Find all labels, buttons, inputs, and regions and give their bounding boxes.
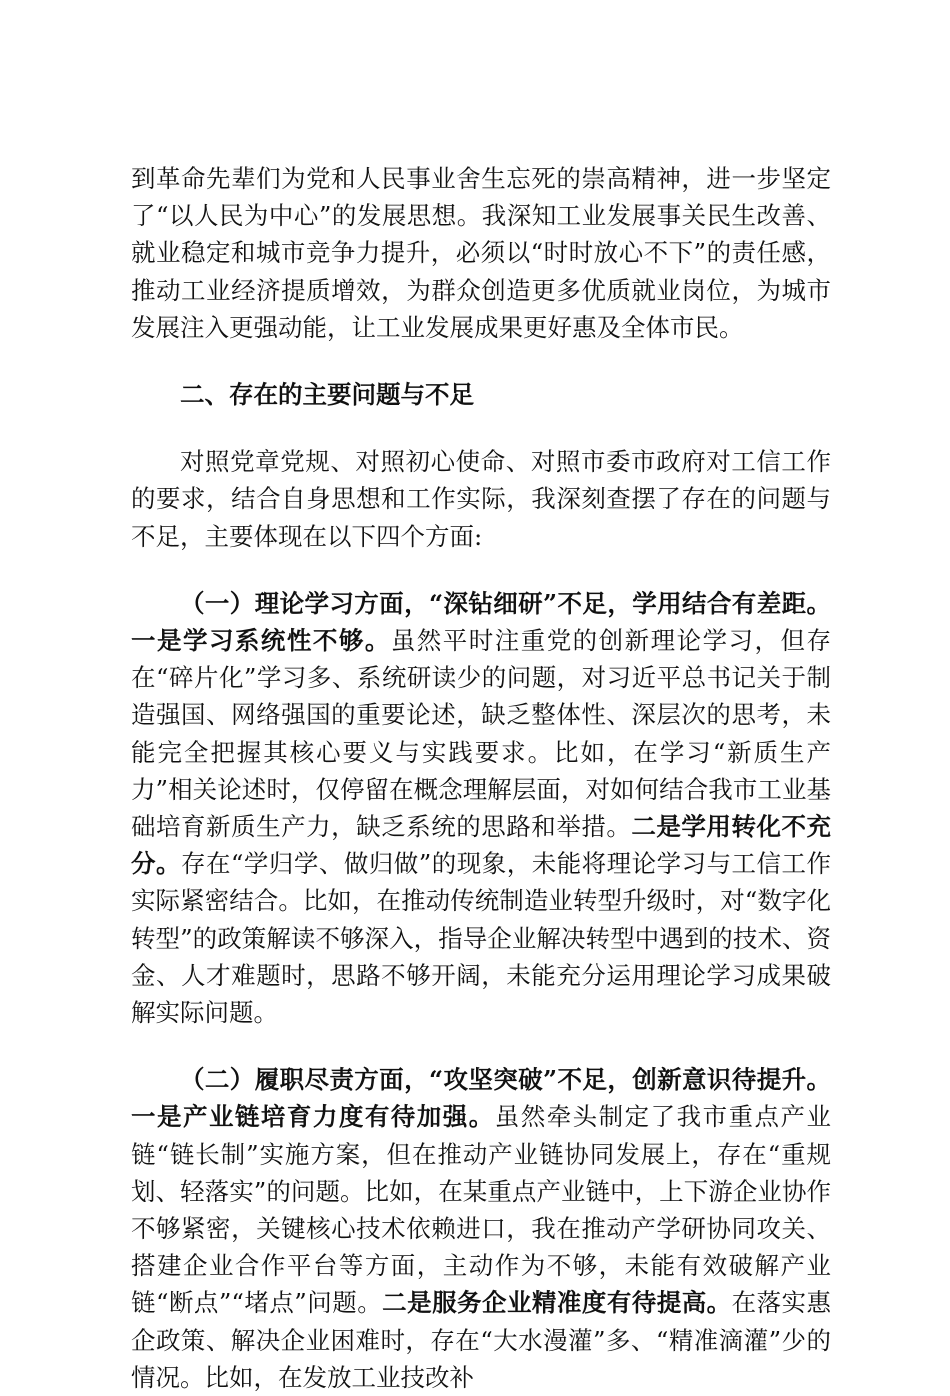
point-text: 虽然平时注重党的创新理论学习，但存在“碎片化”学习多、系统研读少的问题，对习近平总书记关于制造强国、网络强国的重要论述，缺乏整体性、深层次的思考，未能完全把握其核心要义与实践要求。比如，在学习“新质生产力”相关论述时，仅停留在概念理解层面，对如何结合我市工业基础培育新质生产力，缺乏系统的思路和举措。	[131, 626, 832, 842]
subsection-title: （一）理论学习方面，“深钻细研”不足，学用结合有差距。	[180, 588, 831, 618]
point-text: 虽然牵头制定了我市重点产业链“链长制”实施方案，但在推动产业链协同发展上，存在“重规划、轻落实”的问题。比如，在某重点产业链中，上下游企业协作不够紧密，关键核心技术依赖进口，我在推动产学研协同攻关、搭建企业合作平台等方面，主动作为不够，未能有效破解产业链“断点”“堵点”问题。	[131, 1102, 832, 1318]
paragraph-overview: 对照党章党规、对照初心使命、对照市委市政府对工信工作的要求，结合自身思想和工作实际，我深刻查摆了存在的问题与不足，主要体现在以下四个方面:	[131, 447, 831, 551]
subsection-theory	[131, 585, 831, 1031]
section-heading: 二、存在的主要问题与不足	[180, 380, 474, 410]
point-text: 存在“学归学、做归做”的现象，未能将理论学习与工信工作实际紧密结合。比如，在推动传统制造业转型升级时，对“数字化转型”的政策解读不够深入，指导企业解决转型中遇到的技术、资金、人才难题时，思路不够开阔，未能充分运用理论学习成果破解实际问题。	[131, 849, 831, 1028]
spacer	[131, 413, 831, 443]
subsection-title: （二）履职尽责方面，“攻坚突破”不足，创新意识待提升。	[180, 1065, 831, 1095]
point-text: 在落实惠企政策、解决企业困难时，存在“大水漫灌”多、“精准滴灌”少的情况。比如，在发放工业技改补	[131, 1288, 832, 1392]
point-title: 一是产业链培育力度有待加强。	[131, 1102, 495, 1132]
paragraph-intro: 到革命先辈们为党和人民事业舍生忘死的崇高精神，进一步坚定了“以人民为中心”的发展思想。我深知工业发展事关民生改善、就业稳定和城市竞争力提升，必须以“时时放心不下”的责任感，推动工业经济提质增效，为群众创造更多优质就业岗位，为城市发展注入更强动能，让工业发展成果更好惠及全体市民。	[131, 164, 831, 342]
document-page	[131, 160, 831, 1396]
spacer	[131, 555, 831, 585]
point-title: 二是服务企业精准度有待提高。	[382, 1288, 732, 1318]
spacer	[131, 1031, 831, 1061]
subsection-duty	[131, 1061, 831, 1396]
spacer	[131, 346, 831, 376]
point-title: 一是学习系统性不够。	[131, 626, 391, 656]
point-title: 二是学用转化不充分。	[131, 812, 832, 879]
